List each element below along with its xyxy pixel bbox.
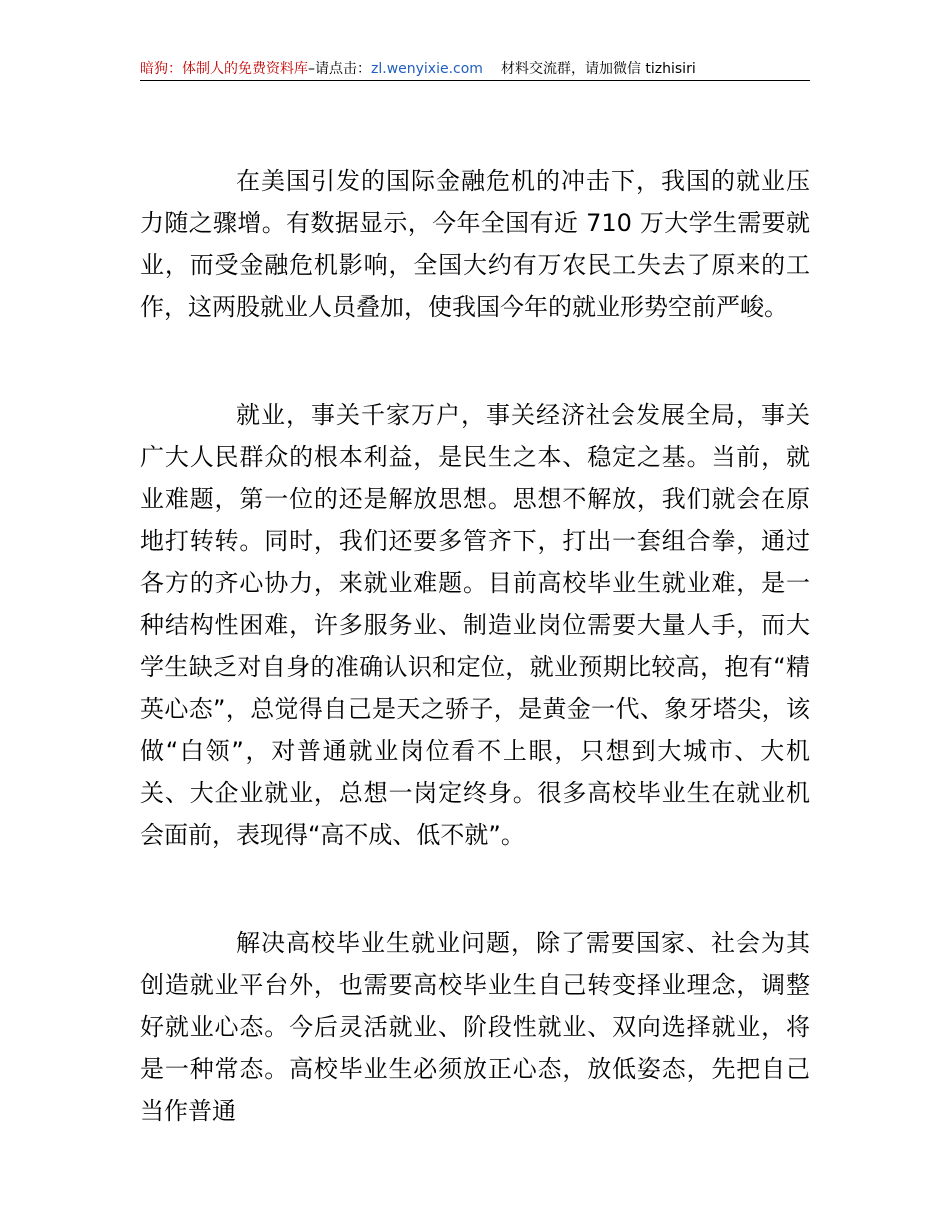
header-prompt: –请点击： — [308, 61, 371, 77]
paragraph-2: 就业，事关千家万户，事关经济社会发展全局，事关广大人民群众的根本利益，是民生之本、稳定之基。当前，就业难题，第一位的还是解放思想。思想不解放，我们就会在原地打转转。同时，我们还要多管齐下，打出一套组合拳，通过各方的齐心协力，来就业难题。目前高校毕业生就业难，是一种结构性困难，许多服务业、制造业岗位需要大量人手，而大学生缺乏对自身的准确认识和定位，就业预期比较高，抱有“精英心态”，总觉得自己是天之骄子，是黄金一代、象牙塔尖，该做“白领”，对普通就业岗位看不上眼，只想到大城市、大机关、大企业就业，总想一岗定终身。很多高校毕业生在就业机会面前，表现得“高不成、低不就”。 — [140, 401, 810, 849]
page-header — [140, 58, 810, 80]
paragraph-1: 在美国引发的国际金融危机的冲击下，我国的就业压力随之骤增。有数据显示，今年全国有近 710 万大学生需要就业，而受金融危机影响，全国大约有万农民工失去了原来的工作，这两股就业人员叠加，使我国今年的就业形势空前严峻。 — [140, 167, 810, 321]
header-link[interactable]: zl.wenyixie.com — [371, 61, 483, 77]
header-brand: 暗狗：体制人的免费资料库 — [140, 61, 308, 77]
header-divider — [140, 80, 810, 81]
document-body — [140, 160, 810, 1198]
header-wechat-note: 材料交流群，请加微信 tizhisiri — [500, 61, 696, 77]
paragraph-3: 解决高校毕业生就业问题，除了需要国家、社会为其创造就业平台外，也需要高校毕业生自己转变择业理念，调整好就业心态。今后灵活就业、阶段性就业、双向选择就业，将是一种常态。高校毕业生必须放正心态，放低姿态，先把自己当作普通 — [140, 929, 810, 1125]
